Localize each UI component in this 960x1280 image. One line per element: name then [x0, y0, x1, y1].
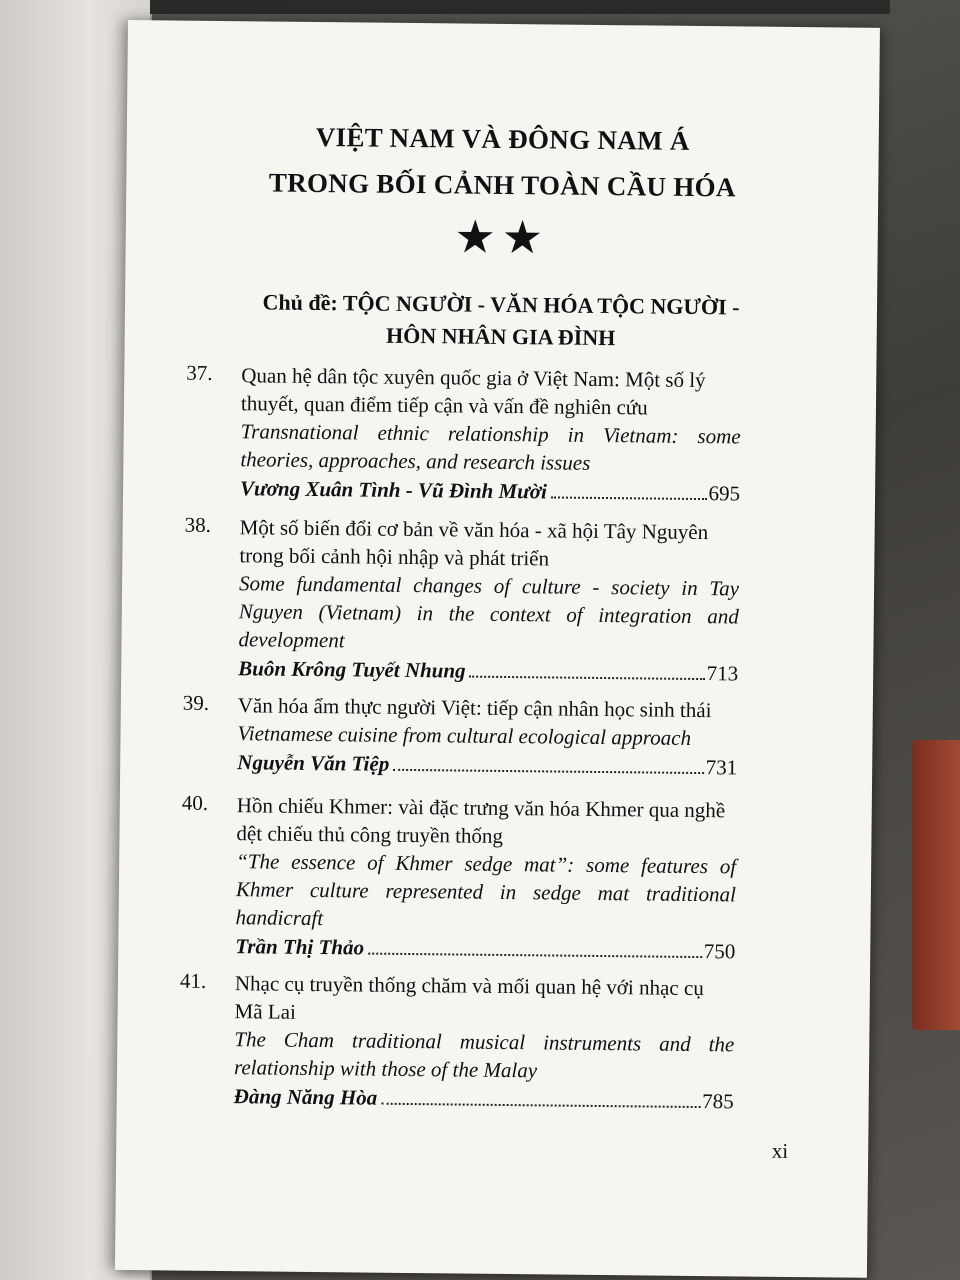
en-title-line: handicraft [235, 905, 324, 931]
author-line [237, 747, 737, 782]
book-title-line-2: TRONG BỐI CẢNH TOÀN CẦU HÓA [268, 167, 736, 203]
en-title-line: Khmer culture represented in sedge mat traditional [235, 877, 737, 907]
vi-title-line: Một số biến đổi cơ bản về văn hóa - xã hội Tây Nguyên [239, 515, 709, 545]
dot-leader [470, 676, 705, 680]
en-title-line: Nguyen (Vietnam) in the context of integration and [238, 599, 739, 629]
page-number: 713 [706, 661, 739, 686]
vi-title-line: Quan hệ dân tộc xuyên quốc gia ở Việt Nam: Một số lý [241, 363, 706, 393]
author-name: Buôn Krông Tuyết Nhung [238, 656, 466, 683]
entry-number: 38. [184, 512, 212, 537]
vi-title-line: dệt chiếu thủ công truyền thống [236, 821, 504, 848]
folio-page-number: xi [771, 1138, 789, 1163]
dot-leader [368, 953, 702, 958]
vi-title-line: trong bối cảnh hội nhập và phát triển [239, 543, 550, 571]
en-title-line: “The essence of Khmer sedge mat”: some features of [236, 849, 737, 879]
toc-entry-41[interactable] [179, 968, 736, 1114]
background-object [150, 0, 890, 14]
volume-stars-icon: ★★ [454, 209, 550, 265]
vi-title-line: thuyết, quan điểm tiếp cận và vấn đề nghiên cứu [240, 391, 648, 420]
page-number: 785 [702, 1089, 734, 1114]
page-number: 731 [705, 755, 738, 780]
vi-title-line: Mã Lai [234, 999, 296, 1024]
page-number: 750 [703, 939, 736, 964]
topic-heading-line-2: HÔN NHÂN GIA ĐÌNH [385, 322, 616, 351]
en-title-line: theories, approaches, and research issues [240, 447, 591, 475]
toc-page [115, 20, 880, 1278]
author-line [240, 473, 740, 508]
author-name: Vương Xuân Tình - Vũ Đình Mười [239, 476, 548, 504]
entry-number: 37. [186, 360, 213, 385]
vi-title-line: Nhạc cụ truyền thống chăm và mối quan hệ với nhạc cụ [234, 971, 704, 1001]
author-name: Đàng Năng Hòa [233, 1084, 378, 1110]
topic-heading-line-1: Chủ đề: TỘC NGƯỜI - VĂN HÓA TỘC NGƯỜI - [262, 289, 740, 320]
author-name: Nguyễn Văn Tiệp [237, 750, 390, 776]
author-line [234, 1081, 734, 1116]
entry-number: 40. [181, 790, 209, 815]
en-title-line: Some fundamental changes of culture - society in Tay [238, 571, 740, 601]
toc-entry-39[interactable] [182, 690, 739, 780]
en-title-line: Vietnamese cuisine from cultural ecological approach [237, 721, 692, 750]
en-title-line: The Cham traditional musical instruments and the [234, 1027, 735, 1057]
author-line [238, 653, 738, 688]
en-title-line: relationship with those of the Malay [233, 1055, 538, 1083]
page-number: 695 [708, 481, 741, 506]
en-title-line: Transnational ethnic relationship in Vietnam: some [240, 419, 741, 449]
author-name: Trần Thị Thảo [235, 934, 365, 960]
en-title-line: development [238, 627, 345, 653]
toc-entry-40[interactable] [181, 790, 738, 964]
toc-entry-37[interactable] [186, 360, 742, 506]
dot-leader [381, 1103, 700, 1108]
vi-title-line: Hồn chiếu Khmer: vài đặc trưng văn hóa Khmer qua nghề [236, 793, 726, 823]
dot-leader [393, 769, 703, 774]
toc-entry-38[interactable] [184, 512, 741, 686]
red-book-spine [912, 740, 960, 1030]
book-title-line-1: VIỆT NAM VÀ ĐÔNG NAM Á [315, 121, 690, 156]
entry-number: 41. [179, 968, 207, 993]
dot-leader [551, 496, 707, 500]
entry-number: 39. [182, 690, 210, 715]
author-line [235, 931, 735, 966]
vi-title-line: Văn hóa ẩm thực người Việt: tiếp cận nhân học sinh thái [237, 693, 712, 723]
